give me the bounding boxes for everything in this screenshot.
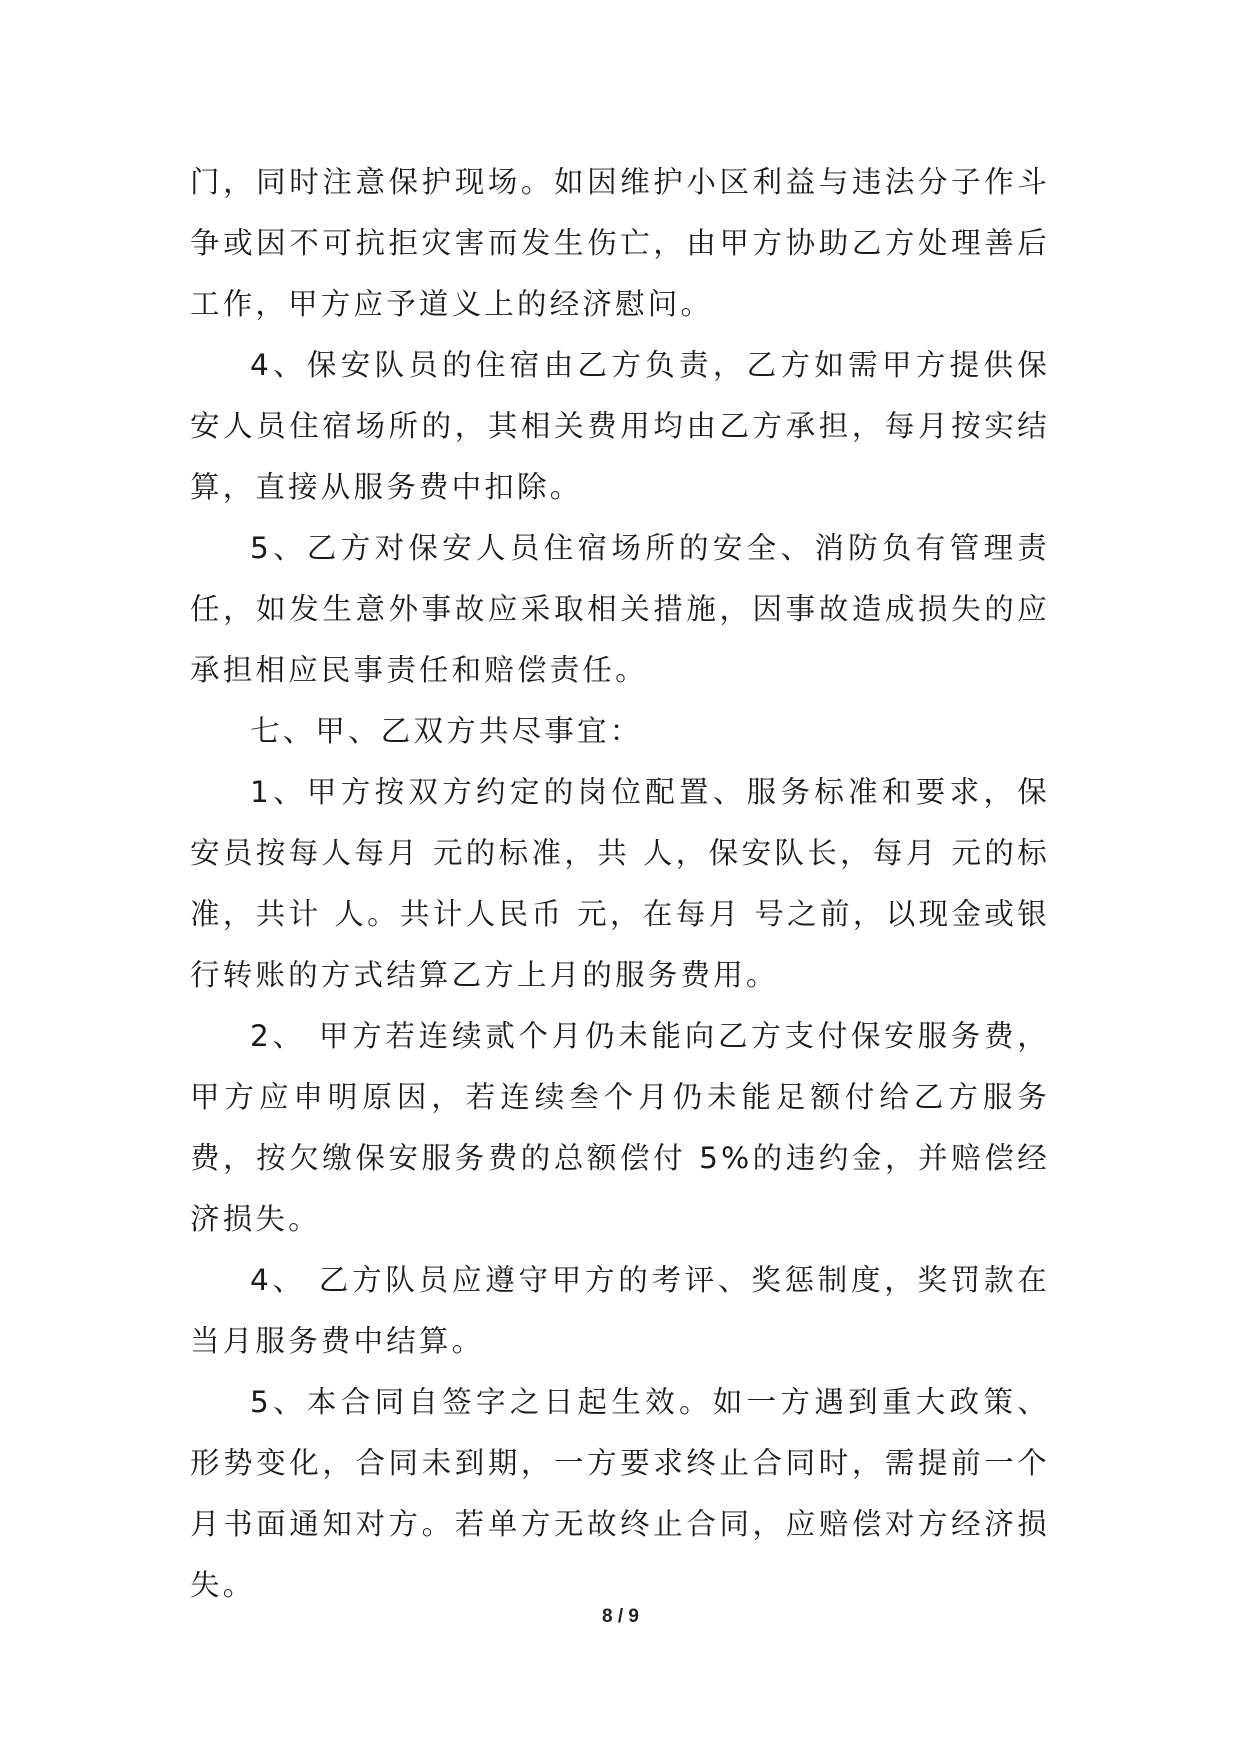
paragraph-clause-5-effective: 5、本合同自签字之日起生效。如一方遇到重大政策、形势变化，合同未到期，一方要求终止合同时，需提前一个月书面通知对方。若单方无故终止合同，应赔偿对方经济损失。 [190, 1385, 1050, 1602]
paragraph-clause-5-safety: 5、乙方对保安人员住宿场所的安全、消防负有管理责任，如发生意外事故应采取相关措施，因事故造成损失的应承担相应民事责任和赔偿责任。 [190, 531, 1050, 687]
section-heading-seven: 七、甲、乙双方共尽事宜： [250, 714, 643, 748]
page-number: 8 / 9 [602, 1606, 639, 1627]
paragraph-clause-1-payment: 1、甲方按双方约定的岗位配置、服务标准和要求，保安员按每人每月 元的标准，共 人，保安队长，每月 元的标准，共计 人。共计人民币 元，在每月 号之前，以现金或银行转账的方式结算乙方上月的服务费用。 [190, 775, 1050, 992]
paragraph-clause-2-arrears: 2、 甲方若连续贰个月仍未能向乙方支付保安服务费，甲方应申明原因，若连续叁个月仍未能足额付给乙方服务费，按欠缴保安服务费的总额偿付 5%的违约金，并赔偿经济损失。 [190, 1019, 1050, 1236]
paragraph-clause-4-evaluation: 4、 乙方队员应遵守甲方的考评、奖惩制度，奖罚款在当月服务费中结算。 [190, 1263, 1050, 1358]
paragraph-continuation: 门，同时注意保护现场。如因维护小区利益与违法分子作斗争或因不可抗拒灾害而发生伤亡，由甲方协助乙方处理善后工作，甲方应予道义上的经济慰问。 [190, 165, 1050, 321]
paragraph-clause-4-lodging: 4、保安队员的住宿由乙方负责，乙方如需甲方提供保安人员住宿场所的，其相关费用均由乙方承担，每月按实结算，直接从服务费中扣除。 [190, 348, 1050, 504]
document-body [190, 152, 1050, 1616]
